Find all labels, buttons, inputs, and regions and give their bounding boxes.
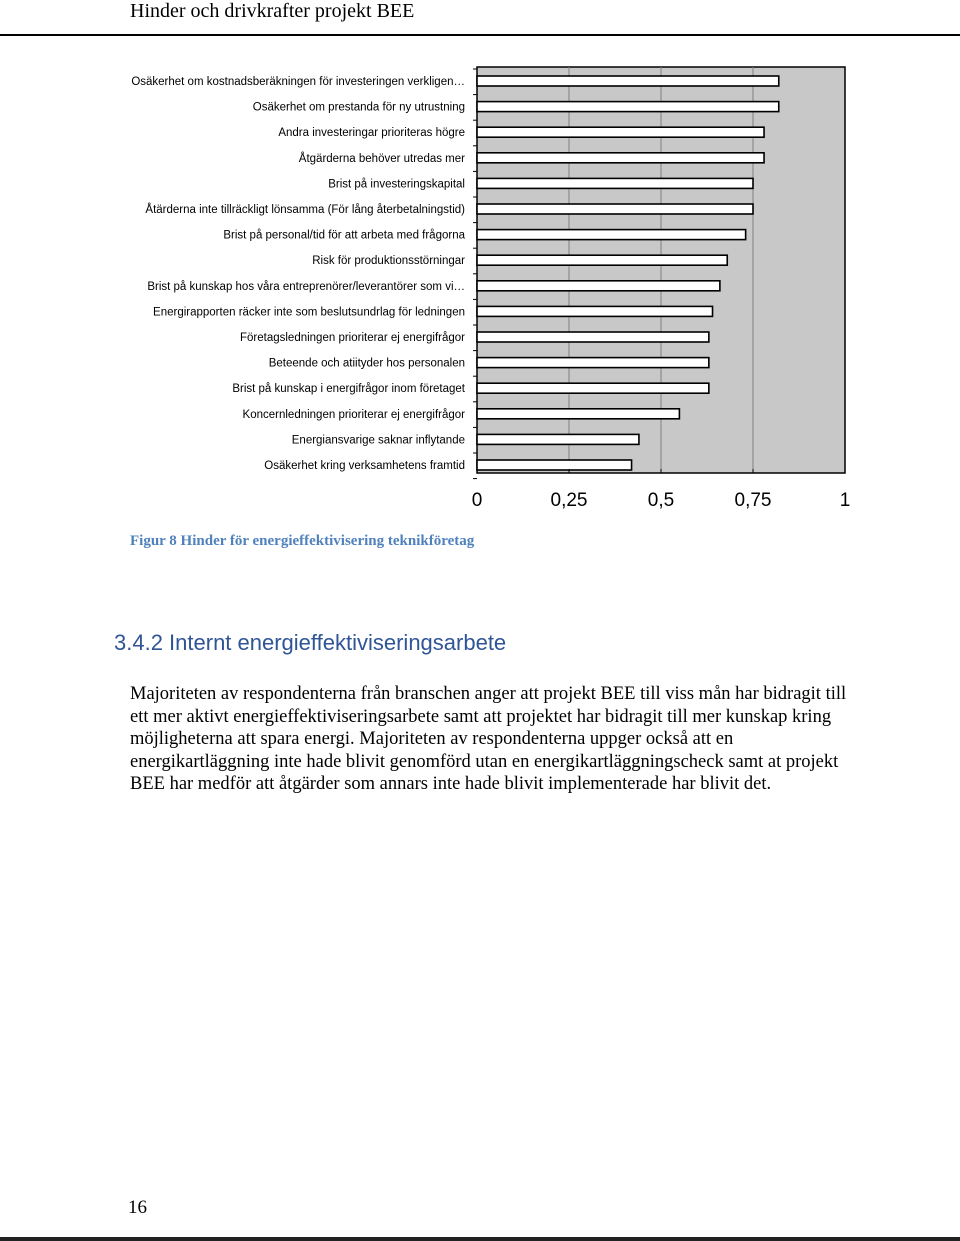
category-label: Osäkerhet om kostnadsberäkningen för investeringen verkligen… bbox=[131, 76, 465, 88]
category-label: Brist på personal/tid för att arbeta med frågorna bbox=[223, 229, 465, 242]
bar bbox=[477, 409, 679, 419]
bar bbox=[477, 178, 753, 188]
category-label: Energiansvarige saknar inflytande bbox=[291, 434, 465, 447]
category-label: Risk för produktionsstörningar bbox=[312, 255, 465, 268]
bar bbox=[477, 230, 746, 240]
bar bbox=[477, 460, 632, 470]
category-label: Osäkerhet kring verksamhetens framtid bbox=[264, 460, 465, 472]
x-tick-label: 0 bbox=[471, 490, 483, 511]
section-heading: 3.4.2 Internt energieffektiviseringsarbete bbox=[114, 630, 507, 655]
bar bbox=[477, 153, 764, 163]
body-paragraph: Majoriteten av respondenterna från branschen anger att projekt BEE till viss mån har bidragit till ett mer aktivt energieffektiviseringsarbete samt att projektet har bidragit till mer kunskap kring möjligheterna att spara energi. Majoriteten av respondenterna uppger också att en energikartläggning inte hade blivit genomförd utan en energikartläggningscheck samt at projekt BEE har medför att åtgärder som annars inte hade blivit implementerade har blivit det. bbox=[130, 684, 847, 794]
x-tick-label: 0,75 bbox=[734, 490, 772, 511]
bar bbox=[477, 306, 713, 316]
bar bbox=[477, 127, 764, 137]
bar bbox=[477, 383, 709, 393]
bar bbox=[477, 332, 709, 342]
category-label: Brist på kunskap hos våra entreprenörer/leverantörer som vi… bbox=[147, 280, 465, 293]
bar bbox=[477, 434, 639, 444]
category-label: Åtgärderna behöver utredas mer bbox=[298, 152, 465, 165]
category-label: Företagsledningen prioriterar ej energifrågor bbox=[239, 332, 465, 344]
bar bbox=[477, 102, 779, 112]
bar bbox=[477, 76, 779, 86]
category-label: Andra investeringar prioriteras högre bbox=[278, 127, 465, 140]
category-label: Beteende och atiityder hos personalen bbox=[268, 357, 465, 370]
x-tick-label: 0,5 bbox=[647, 490, 675, 511]
x-tick-label: 1 bbox=[839, 490, 851, 511]
x-tick-label: 0,25 bbox=[550, 490, 588, 511]
category-label: Åtärderna inte tillräckligt lönsamma (För lång återbetalningstid) bbox=[145, 204, 465, 216]
category-label: Brist på investeringskapital bbox=[328, 178, 465, 191]
bar bbox=[477, 358, 709, 368]
bar bbox=[477, 281, 720, 291]
category-label: Osäkerhet om prestanda för ny utrustning bbox=[252, 101, 465, 114]
category-labels bbox=[131, 76, 465, 472]
figure-caption: Figur 8 Hinder för energieffektivisering teknikföretag bbox=[130, 533, 475, 549]
page-number: 16 bbox=[128, 1197, 147, 1218]
running-header: Hinder och drivkrafter projekt BEE bbox=[130, 0, 415, 22]
category-label: Brist på kunskap i energifrågor inom företaget bbox=[232, 383, 465, 396]
bar bbox=[477, 255, 727, 265]
footer-rule bbox=[0, 1237, 960, 1241]
category-label: Energirapporten räcker inte som beslutsundrlag för ledningen bbox=[153, 306, 465, 319]
bar-chart bbox=[0, 0, 960, 520]
bar bbox=[477, 204, 753, 214]
category-label: Koncernledningen prioriterar ej energifrågor bbox=[242, 408, 465, 421]
